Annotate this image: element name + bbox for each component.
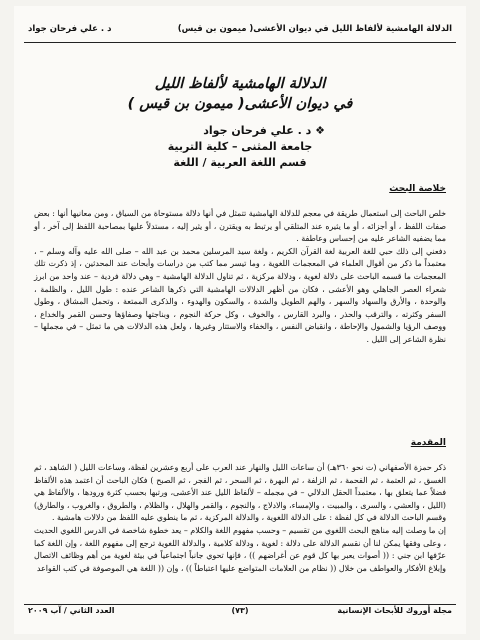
title-line-1: الدلالة الهامشية لألفاظ الليل [154,76,326,92]
intro-paragraph: إن ما وصلت إليه مناهج البحث اللغوي من تقسيم – وحسب مفهوم اللغة والكلام – يعد خطوة شاخصة في الدرس اللغوي الحديث ، وعلى وفقها يمكن لنا أن نقسم الدلالة على دلالة : لغوية ، ودلالة كلامية ، والدلالة اللغوية ترجع إلى مفهوم اللغة ، وإن اللغة كما عرّفها ابن جني : (( أصوات يعبر بها كل قوم عن أغراضهم )) ، فإنها تحوي جانباً اجتماعياً في بيئة لغوية من أهم وظائف الاتصال وإبلاغ الأفكار والعواطف من خلال (( نظام من العلامات المتواضع عليها اعتباطاً )) ، وإن (( اللغة هي الموصوفة في كتب القواعد [34,525,446,573]
running-title: الدلالة الهامشية لألفاظ الليل في ديوان الأعشى( ميمون بن قيس) [177,24,452,34]
running-header [28,18,452,42]
header-rule [24,42,456,43]
abstract-paragraph: دفعني إلى ذلك حبي للغة العربية لغة القرآن الكريم ، ولغة سيد المرسلين محمد بن عبد الله – صلى الله عليه وآله وسلم – ، معتمداً ما ذكر من أقوال العلماء في المعجمات اللغوية ، وما تيسر مما كتب من دراسات وأبحاث عند المحدثين ، إذ ذكرت تلك المعجمات ما قسمه الباحث على دلالة لغوية ، ودلالة مركزية ، ثم تناول الدلالة الهامشية – وهي دلالة فردية – عند واحد من ابرز شعراء العصر الجاهلي وهو الأعشى ، فكان من أظهر الدلالات الهامشية التي ذكرها الشاعر عنده : طول الليل ، والظلمة ، والوحدة ، والأرق والسهاد والسهر ، والهم الطويل والشدة ، والسكون والهدوء ، والذكرى الممتعة ، وتحمل المشاق ، وطول السفر وكثرته ، والترقب والحذر ، والبرد القارس ، والخوف ، وكل حركة النجوم ، وبناجتها وصفاؤها وحسن القمر والخداع ، ووصف الرؤيا والشمول والإحاطة ، وانقباض النفس ، والخفاء والاستتار وغيرها ، ولعل هذه الدلالات هي ما تمثل – في مجملها – نظرة الشاعر إلى الليل . [34,246,446,344]
author-name-line [203,124,325,137]
footer-rule [24,604,456,605]
issue-info: العدد الثاني / آب ٢٠٠٩ [28,606,115,615]
intro-paragraph: ذكر حمزة الأصفهاني (ت نحو ٣٦٠هـ) أن ساعات الليل والنهار عند العرب على أربع وعشرين لفظة، وساعات الليل ( الشاهد ، ثم الغسق ، ثم العتمة ، ثم الفحمة ، ثم الزلفة ، ثم البهرة ، ثم السحر ، ثم الفجر ، ثم الصبح ) فكان الباحث أن اعتمد هذه الألفاظ فضلاً عما يتعلق بها ، معتمداً الحقل الدلالي – في مجمله – لألفاظ الليل عند الأعشى، ورتبها بحسب كثرة ورودها ، والألفاظ هي (الليل ، والعشي ، والسرى ، والمبيت ، والإمساء، والادلاج ، والنجوم ، والقمر والهلال ، والظلام ، والطروق ، والغروب ، والطارق) وقسم الباحث الدلالة في كل لفظة : على الدلالة اللغوية ، والدلالة المركزية ، ثم ما ينطوي عليه اللفظ من دلالات هامشية . [34,463,446,523]
abstract-heading: خلاصة البحث [389,184,446,194]
intro-body [34,462,446,575]
intro-heading: المقدمة [410,438,446,448]
abstract-paragraph: خلص الباحث إلى استعمال طريقة في معجم للدلالة الهامشية تتمثل في أنها دلالة مستوحاة من السياق ، ومن معانيها أنها : بعض صفات اللفظ ، أو أجزائه ، أو ما يثيره عند المتلقي أو يرتبط به ويقترن ، أو يثير إليه ، مستدلاً عليها بمصاحبة اللفظ إلى آخر ، أو مما يضفيه الشاعر عليه من إحساس وعاطفة . [34,209,446,244]
journal-name: مجلة أوروك للأبحاث الإنسانية [337,606,452,615]
page-number: (٧٣) [231,606,249,615]
university: جامعة المثنى – كلية التربية [167,140,313,153]
author-name: د . علي فرحان جواد [203,124,312,137]
page-footer [28,606,452,620]
title-line-2: في ديوان الأعشى( ميمون بن قيس ) [127,96,353,112]
abstract-body [34,208,446,347]
department: قسم اللغة العربية / اللغة [173,156,307,169]
running-author: د . علي فرحان جواد [28,24,112,34]
bullet-icon: ❖ [315,124,325,137]
